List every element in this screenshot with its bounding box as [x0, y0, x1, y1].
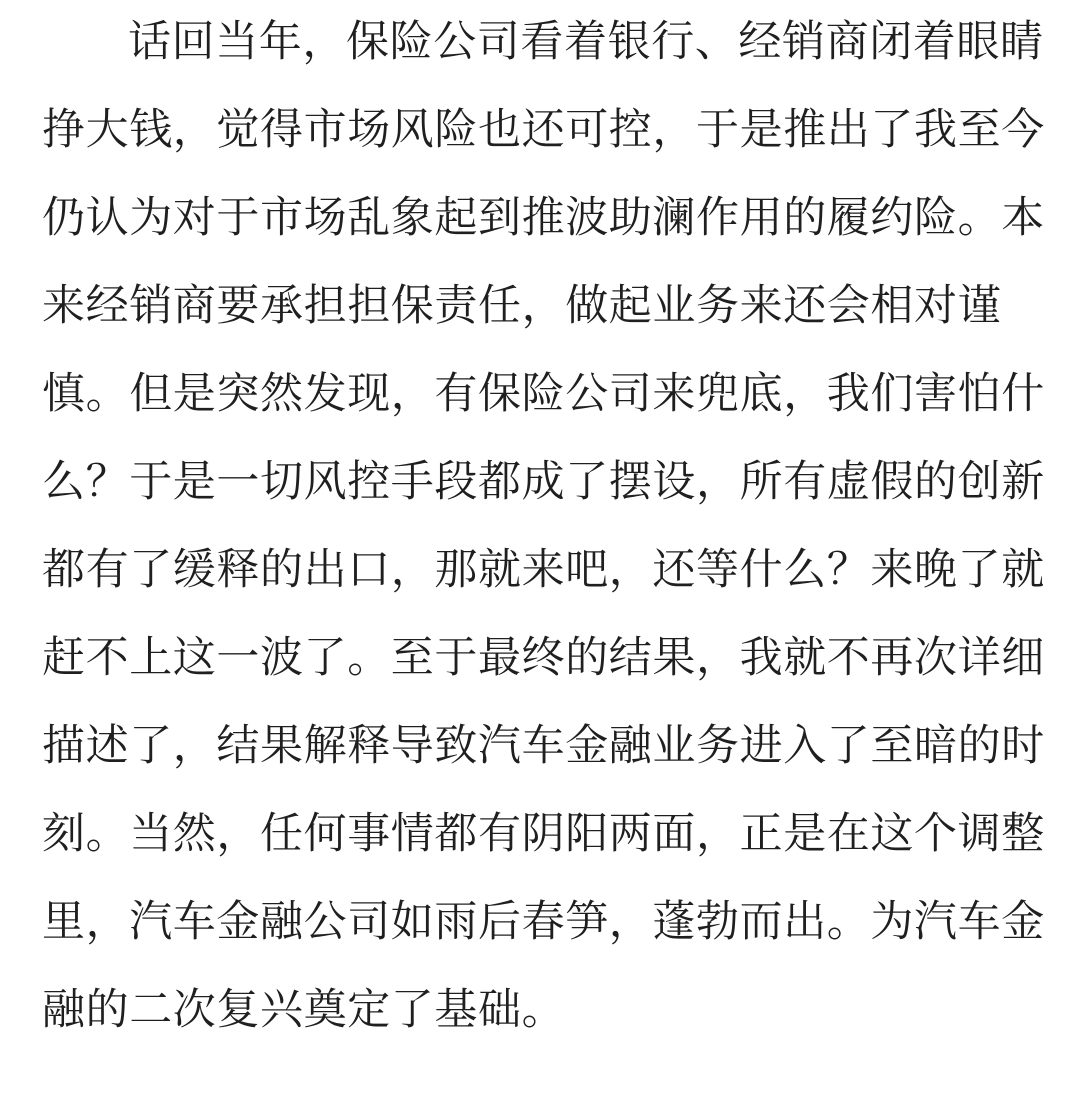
paragraph-line: 来经销商要承担担保责任，做起业务来还会相对谨 — [42, 281, 1002, 331]
paragraph-line: 赶不上这一波了。至于最终的结果，我就不再次详细 — [42, 633, 1045, 683]
paragraph-line: 刻。当然，任何事情都有阴阳两面，正是在这个调整 — [42, 809, 1045, 859]
paragraph-line: 挣大钱，觉得市场风险也还可控，于是推出了我至今 — [42, 105, 1045, 155]
paragraph-line: 描述了，结果解释导致汽车金融业务进入了至暗的时 — [42, 721, 1045, 771]
paragraph-line: 么？于是一切风控手段都成了摆设，所有虚假的创新 — [42, 457, 1045, 507]
paragraph-line: 都有了缓释的出口，那就来吧，还等什么？来晚了就 — [42, 545, 1045, 595]
paragraph-line: 仍认为对于市场乱象起到推波助澜作用的履约险。本 — [42, 193, 1045, 243]
paragraph-line: 融的二次复兴奠定了基础。 — [42, 985, 566, 1035]
paragraph-line: 里，汽车金融公司如雨后春笋，蓬勃而出。为汽车金 — [42, 897, 1045, 947]
paragraph-line: 话回当年，保险公司看着银行、经销商闭着眼睛 — [128, 17, 1044, 67]
paragraph-line: 慎。但是突然发现，有保险公司来兜底，我们害怕什 — [42, 369, 1045, 419]
article-body — [42, 0, 1045, 1096]
